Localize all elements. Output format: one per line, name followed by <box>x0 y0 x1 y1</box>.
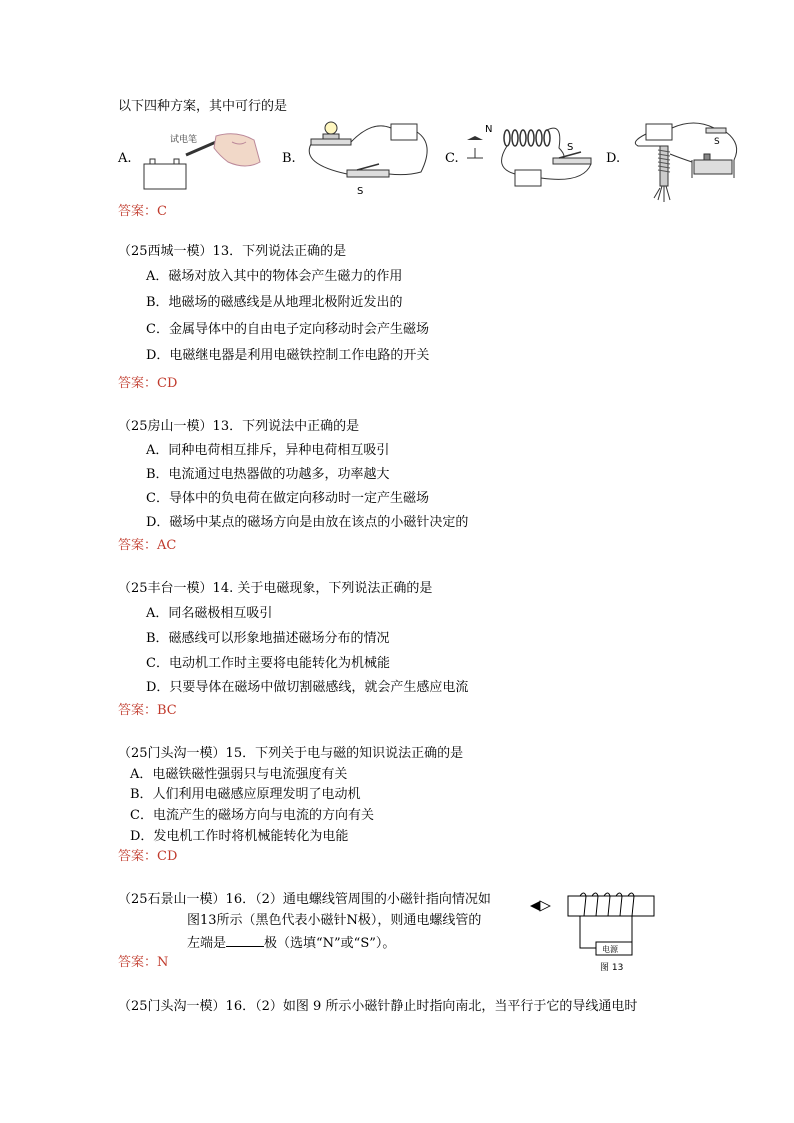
q2-option-d: D．磁场中某点的磁场方向是由放在该点的小磁针决定的 <box>146 515 469 530</box>
switch-s-label-c: S <box>567 142 574 153</box>
q2-stem: （25房山一模）13．下列说法中正确的是 <box>118 419 360 434</box>
q5-answer: 答案：N <box>118 955 169 970</box>
q1-stem: （25西城一模）13．下列说法正确的是 <box>118 244 347 259</box>
figure-13-caption: 图 13 <box>600 963 624 973</box>
bulb-circuit-figure <box>297 114 437 198</box>
q4-option-c: C．电流产生的磁场方向与电流的方向有关 <box>130 808 374 823</box>
solenoid-compass-figure <box>463 118 603 198</box>
q4-answer: 答案：CD <box>118 849 178 864</box>
test-pen-label: 试电笔 <box>170 135 198 145</box>
q2-answer: 答案：AC <box>118 538 177 553</box>
q2-option-b: B．电流通过电热器做的功越多，功率越大 <box>146 467 390 482</box>
q3-answer: 答案：BC <box>118 703 177 718</box>
q3-option-d: D．只要导体在磁场中做切割磁感线，就会产生感应电流 <box>146 680 469 695</box>
q3-option-c: C．电动机工作时主要将电能转化为机械能 <box>146 656 390 671</box>
q2-option-c: C．导体中的负电荷在做定向移动时一定产生磁场 <box>146 491 429 506</box>
compass-needle-icon <box>530 901 550 911</box>
q4-option-d: D．发电机工作时将机械能转化为电能 <box>130 829 349 844</box>
q6-stem: （25门头沟一模）16．（2）如图 9 所示小磁针静止时指向南北，当平行于它的导线通电时 <box>118 999 638 1014</box>
q4-option-b: B．人们利用电磁感应原理发明了电动机 <box>130 787 361 802</box>
figure-13 <box>528 888 668 976</box>
switch-s-label-d: S <box>714 137 720 147</box>
q0-answer: 答案：C <box>118 204 167 219</box>
q1-option-d: D．电磁继电器是利用电磁铁控制工作电路的开关 <box>146 348 430 363</box>
q4-option-a: A．电磁铁磁性强弱只与电流强度有关 <box>130 767 348 782</box>
q1-option-c: C．金属导体中的自由电子定向移动时会产生磁场 <box>146 322 429 337</box>
q5-line-2: 图13所示（黑色代表小磁针N极），则通电螺线管的 <box>187 913 482 928</box>
q3-stem: （25丰台一模）14. 关于电磁现象，下列说法正确的是 <box>118 581 433 596</box>
q3-option-a: A．同名磁极相互吸引 <box>146 606 273 621</box>
q1-option-b: B．地磁场的磁感线是从地理北极附近发出的 <box>146 295 403 310</box>
q5-line-3 <box>187 934 395 952</box>
option-a-label: A. <box>118 151 132 166</box>
switch-s-label: S <box>357 186 364 197</box>
test-pen-figure <box>136 122 266 194</box>
q3-option-b: B．磁感线可以形象地描述磁场分布的情况 <box>146 631 390 646</box>
power-source-label: 电源 <box>602 945 618 954</box>
q5-line-1: （25石景山一模）16．（2）通电螺线管周围的小磁针指向情况如 <box>118 892 491 907</box>
q0-intro: 以下四种方案，其中可行的是 <box>118 99 288 114</box>
q5-line-3-post: 极（选填“N”或“S”）。 <box>264 936 396 951</box>
option-d-label: D. <box>606 151 621 166</box>
compass-n-label: N <box>485 124 493 135</box>
q2-option-a: A．同种电荷相互排斥，异种电荷相互吸引 <box>146 443 390 458</box>
q1-answer: 答案：CD <box>118 376 178 391</box>
electromagnet-nails-figure <box>624 114 746 206</box>
option-b-label: B. <box>282 151 296 166</box>
option-c-label: C. <box>445 151 459 166</box>
q5-line-3-pre: 左端是 <box>187 936 227 951</box>
answer-blank <box>226 934 264 947</box>
q4-stem: （25门头沟一模）15．下列关于电与磁的知识说法正确的是 <box>118 746 464 761</box>
q1-option-a: A．磁场对放入其中的物体会产生磁力的作用 <box>146 269 403 284</box>
